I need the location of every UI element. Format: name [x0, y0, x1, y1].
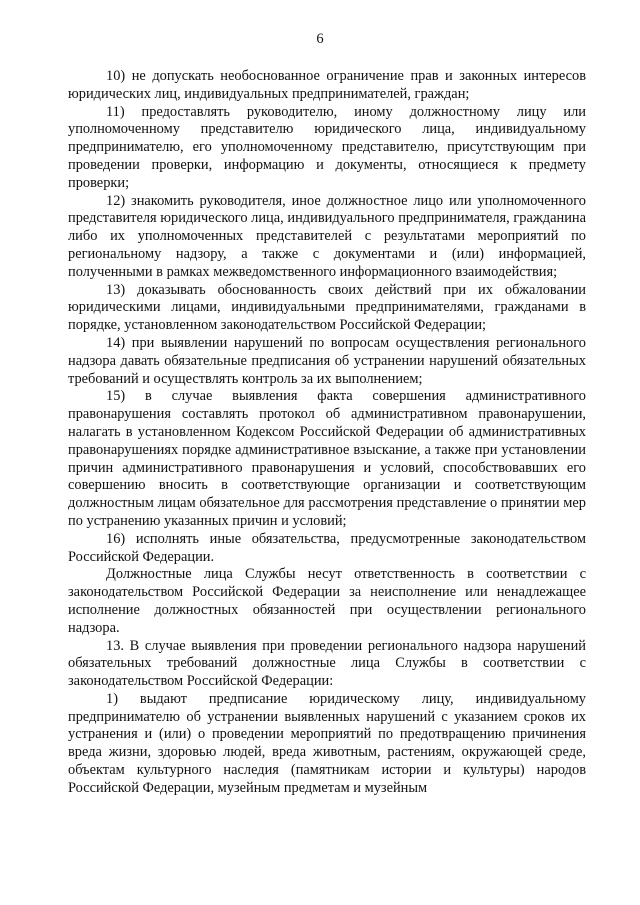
paragraph-responsibility: Должностные лица Службы несут ответственность в соответствии с законодательством Российской Федерации за неисполнение или ненадлежащее исполнение должностных обязанностей при осуществлении регионального надзора. — [68, 566, 586, 636]
paragraph-item-15: 15) в случае выявления факта совершения административного правонарушения составлять протокол об административном правонарушении, налагать в установленном Кодексом Российской Федерации об административных правонарушениях порядке административное взыскание, а также при установлении причин административного правонарушения и условий, способствовавших его совершению вносить в соответствующие организации и соответствующим должностным лицам обязательное для рассмотрения представление о принятии мер по устранению указанных причин и условий; — [68, 388, 586, 529]
paragraph-item-11: 11) предоставлять руководителю, иному должностному лицу или уполномоченному представителю юридического лица, индивидуальному предпринимателю, его уполномоченному представителю, присутствующим при проведении проверки, информацию и документы, относящиеся к предмету проверки; — [68, 103, 586, 191]
paragraph-item-13: 13) доказывать обоснованность своих действий при их обжаловании юридическими лицами, индивидуальными предпринимателями, гражданами в порядке, установленном законодательством Российской Федерации; — [68, 281, 586, 334]
page-number: 6 — [316, 31, 324, 47]
paragraph-item-16: 16) исполнять иные обязательства, предусмотренные законодательством Российской Федерации. — [68, 530, 586, 565]
paragraph-item-10: 10) не допускать необоснованное ограничение прав и законных интересов юридических лиц, индивидуальных предпринимателей, граждан; — [68, 68, 586, 102]
paragraph-section-13: 13. В случае выявления при проведении регионального надзора нарушений обязательных требований должностные лица Службы в соответствии с законодательством Российской Федерации: — [68, 637, 586, 690]
paragraph-item-12: 12) знакомить руководителя, иное должностное лицо или уполномоченного представителя юридического лица, индивидуального предпринимателя, гражданина либо их уполномоченных представителей с результатами мероприятий по региональному надзору, а также с документами и (или) информацией, полученными в рамках межведомственного информационного взаимодействия; — [68, 192, 586, 280]
paragraph-item-14: 14) при выявлении нарушений по вопросам осуществления регионального надзора давать обязательные предписания об устранении нарушений обязательных требований и осуществлять контроль за их выполнением; — [68, 334, 586, 387]
document-body — [68, 68, 586, 798]
paragraph-subitem-1: 1) выдают предписание юридическому лицу, индивидуальному предпринимателю об устранении выявленных нарушений с указанием сроков их устранения и (или) о проведении мероприятий по предотвращению причинения вреда жизни, здоровью людей, вреда животным, растениям, окружающей среде, объектам культурного наследия (памятникам истории и культуры) народов Российской Федерации, музейным предметам и музейным — [68, 690, 586, 796]
